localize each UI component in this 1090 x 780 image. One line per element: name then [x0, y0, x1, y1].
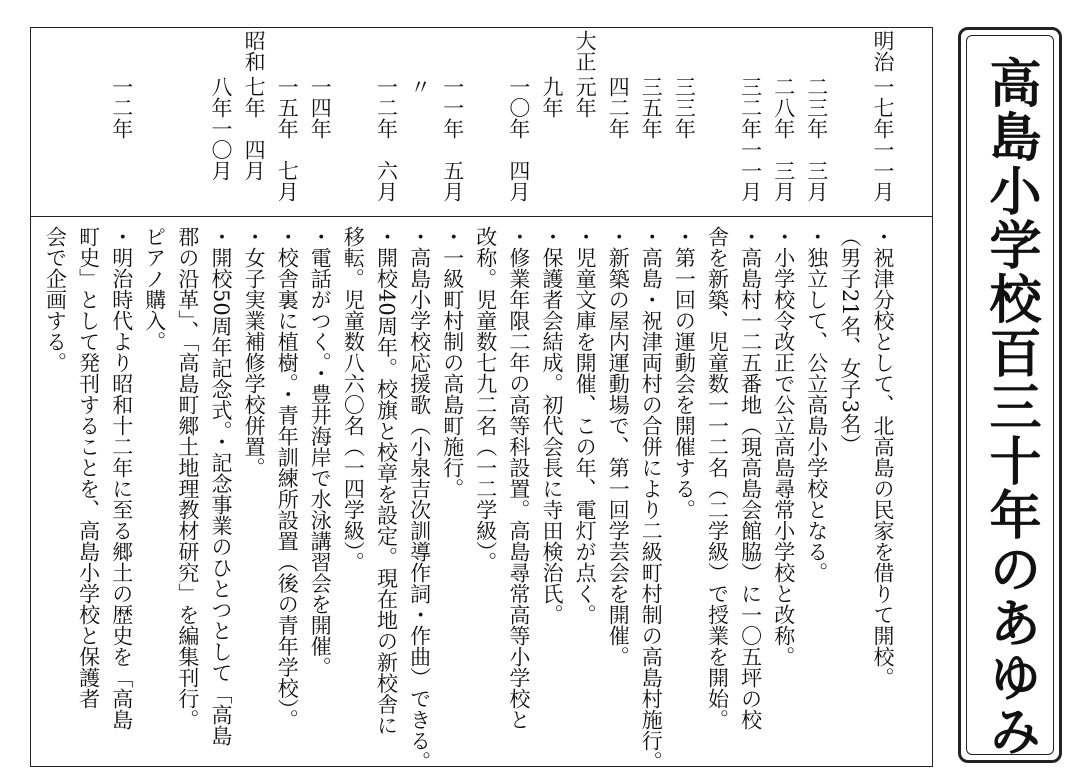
event-text: ・新築の屋内運動場で、第一回学芸会を開催。 [606, 226, 631, 667]
era-label: 明治 [871, 30, 895, 72]
event-text: ・明治時代より昭和十二年に至る郷土の歴史を「高島 [109, 226, 134, 730]
date-label: 一七年一一月 [871, 76, 895, 202]
timeline-row [171, 0, 205, 780]
date-label: 元年 [573, 76, 598, 118]
timeline-row [403, 0, 437, 780]
date-label: 八年一〇月 [209, 76, 233, 181]
timeline-row [469, 0, 503, 780]
date-label: 九年 [540, 76, 564, 118]
event-text: ピアノ購入。 [142, 226, 167, 352]
era-label: 昭和 [242, 30, 267, 72]
timeline-row [204, 0, 238, 780]
event-text: 改称。児童数七九二名（一二学級）。 [473, 226, 498, 573]
date-label: 四二年 [606, 76, 631, 139]
timeline-row [601, 0, 635, 780]
timeline-row [72, 0, 106, 780]
timeline-row [866, 0, 900, 780]
event-text: ・祝津分校として、北高島の民家を借りて開校。 [871, 226, 895, 688]
timeline-row [270, 0, 304, 780]
event-text: 舎を新築、児童数一一二名（二学級）で授業を開始。 [705, 226, 730, 730]
page-title [961, 56, 1059, 758]
date-label: 〃 [407, 76, 432, 97]
timeline-row [634, 0, 668, 780]
date-label: 一二年 [109, 76, 134, 139]
era-label: 大正 [573, 30, 598, 72]
event-text: ・電話がつく。・豊井海岸で水泳講習会を開催。 [308, 226, 333, 678]
event-text: ・小学校令改正で公立高島尋常小学校と改称。 [771, 226, 796, 667]
event-text: ・第一回の運動会を開催する。 [672, 226, 697, 520]
event-text: 会で企画する。 [43, 226, 68, 373]
date-label: 一一年 五月 [440, 76, 465, 202]
event-text: ・開校50周年記念式。・記念事業のひとつとして「高島 [209, 226, 233, 747]
timeline-row [535, 0, 569, 780]
event-text: ・女子実業補修学校併置。 [242, 226, 267, 478]
date-label: 三三年 [672, 76, 697, 139]
date-label: 一五年 七月 [275, 76, 300, 202]
timeline-row [39, 0, 73, 780]
title-box [958, 27, 1062, 763]
timeline-row [138, 0, 172, 780]
timeline-row [237, 0, 271, 780]
timeline-row [436, 0, 470, 780]
date-label: 一〇年 四月 [506, 76, 531, 202]
date-label: 三五年 [639, 76, 664, 139]
event-text: ・一級町村制の高島町施行。 [440, 226, 465, 499]
event-text: ・開校40周年。校旗と校章を設定。現在地の新校舎に [374, 226, 399, 736]
title-part1: 高島小学校 [980, 56, 1040, 326]
date-label: 二八年 三月 [771, 76, 796, 202]
event-text: ・修業年限二年の高等科設置。高島尋常高等小学校と [506, 226, 531, 730]
event-text: ・高島小学校応援歌（小泉吉次訓導作詞・作曲）できる。 [407, 226, 432, 772]
timeline-row [105, 0, 139, 780]
timeline-row [701, 0, 735, 780]
event-text: （男子21名、女子3名） [837, 226, 862, 456]
date-label: 三二年一一月 [738, 76, 763, 202]
event-text: 町史」として発刊することを、高島小学校と保護者 [76, 226, 101, 709]
event-text: ・児童文庫を開催、この年、電灯が点く。 [573, 226, 598, 625]
event-text: ・高島村一二五番地（現高島会館脇）に一〇五坪の校 [738, 226, 763, 730]
timeline-row [833, 0, 867, 780]
timeline-row [800, 0, 834, 780]
event-text: ・校舎裏に植樹。・青年訓練所設置（後の青年学校）。 [275, 226, 300, 730]
date-label: 七年 四月 [242, 76, 267, 181]
timeline-row [336, 0, 370, 780]
timeline-row [502, 0, 536, 780]
timeline-row [667, 0, 701, 780]
event-text: 移転。児童数八六〇名（一四学級）。 [341, 226, 366, 573]
title-part2: 百三十年のあゆみ [980, 326, 1040, 758]
date-label: 一二年 六月 [374, 76, 399, 202]
date-label: 一四年 [308, 76, 333, 139]
event-text: ・保護者会結成。初代会長に寺田検治氏。 [540, 226, 564, 625]
event-text: ・独立して、公立高島小学校となる。 [804, 226, 829, 583]
date-label: 二三年 三月 [804, 76, 829, 202]
event-text: ・高島・祝津両村の合併により二級町村制の高島村施行。 [639, 226, 664, 772]
timeline-row [767, 0, 801, 780]
timeline-row [370, 0, 404, 780]
timeline-row [568, 0, 602, 780]
timeline-row [303, 0, 337, 780]
event-text: 郡の沿革」、「高島町郷土地理教材研究」を編集刊行。 [175, 226, 200, 730]
timeline-row [734, 0, 768, 780]
